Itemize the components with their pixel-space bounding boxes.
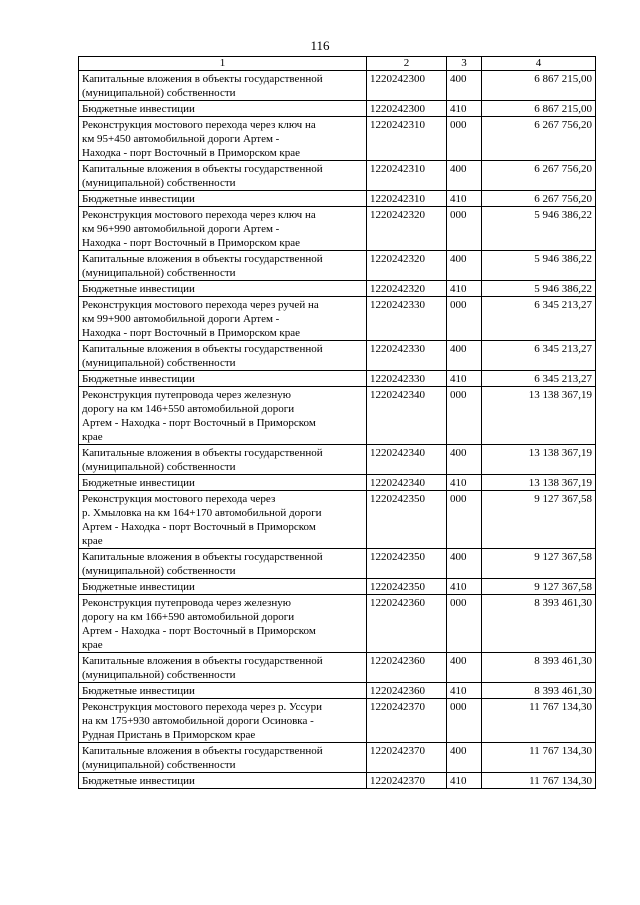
row-name-cell: Реконструкция мостового перехода через ручей на км 99+900 автомобильной дороги Артем - Находка - порт Восточный в Приморском крае	[79, 297, 367, 341]
table-row	[79, 71, 596, 101]
table-row	[79, 653, 596, 683]
row-name-cell: Капитальные вложения в объекты государственной (муниципальной) собственности	[79, 341, 367, 371]
row-expense-type-cell: 400	[447, 161, 482, 191]
row-name-cell: Бюджетные инвестиции	[79, 281, 367, 297]
row-code-cell: 1220242360	[367, 683, 447, 699]
row-name-cell: Реконструкция мостового перехода через р. Уссури на км 175+930 автомобильной дороги Осиновка - Рудная Пристань в Приморском крае	[79, 699, 367, 743]
row-amount-cell: 5 946 386,22	[482, 207, 596, 251]
row-name-cell: Бюджетные инвестиции	[79, 371, 367, 387]
row-code-cell: 1220242370	[367, 743, 447, 773]
row-expense-type-cell: 400	[447, 341, 482, 371]
page-number: 116	[310, 38, 330, 53]
row-name-cell: Реконструкция мостового перехода через ключ на км 96+990 автомобильной дороги Артем - Находка - порт Восточный в Приморском крае	[79, 207, 367, 251]
row-name-cell: Реконструкция путепровода через железную дорогу на км 166+590 автомобильной дороги Артем - Находка - порт Восточный в Приморском крае	[79, 595, 367, 653]
row-amount-cell: 8 393 461,30	[482, 683, 596, 699]
table-row	[79, 281, 596, 297]
row-amount-cell: 6 267 756,20	[482, 191, 596, 207]
table-row	[79, 101, 596, 117]
row-expense-type-cell: 410	[447, 475, 482, 491]
row-amount-cell: 6 345 213,27	[482, 341, 596, 371]
row-expense-type-cell: 410	[447, 371, 482, 387]
table-row	[79, 251, 596, 281]
table-row	[79, 207, 596, 251]
row-code-cell: 1220242340	[367, 475, 447, 491]
row-code-cell: 1220242340	[367, 387, 447, 445]
row-code-cell: 1220242310	[367, 117, 447, 161]
table-row	[79, 191, 596, 207]
table-row	[79, 387, 596, 445]
row-amount-cell: 9 127 367,58	[482, 491, 596, 549]
table-row	[79, 579, 596, 595]
row-expense-type-cell: 410	[447, 683, 482, 699]
table-header-row	[79, 57, 596, 71]
row-amount-cell: 5 946 386,22	[482, 251, 596, 281]
row-code-cell: 1220242360	[367, 595, 447, 653]
table-row	[79, 491, 596, 549]
row-amount-cell: 11 767 134,30	[482, 699, 596, 743]
row-expense-type-cell: 410	[447, 101, 482, 117]
row-code-cell: 1220242320	[367, 251, 447, 281]
row-code-cell: 1220242310	[367, 191, 447, 207]
table-row	[79, 445, 596, 475]
row-expense-type-cell: 410	[447, 191, 482, 207]
row-code-cell: 1220242370	[367, 699, 447, 743]
row-expense-type-cell: 000	[447, 117, 482, 161]
column-header-1: 1	[79, 57, 367, 71]
row-name-cell: Реконструкция мостового перехода через ключ на км 95+450 автомобильной дороги Артем - Находка - порт Восточный в Приморском крае	[79, 117, 367, 161]
table-row	[79, 371, 596, 387]
table-row	[79, 683, 596, 699]
row-amount-cell: 6 267 756,20	[482, 161, 596, 191]
row-name-cell: Реконструкция путепровода через железную дорогу на км 146+550 автомобильной дороги Артем - Находка - порт Восточный в Приморском крае	[79, 387, 367, 445]
row-code-cell: 1220242360	[367, 653, 447, 683]
row-expense-type-cell: 410	[447, 773, 482, 789]
row-name-cell: Капитальные вложения в объекты государственной (муниципальной) собственности	[79, 743, 367, 773]
row-expense-type-cell: 000	[447, 207, 482, 251]
row-name-cell: Капитальные вложения в объекты государственной (муниципальной) собственности	[79, 251, 367, 281]
row-code-cell: 1220242350	[367, 579, 447, 595]
row-amount-cell: 13 138 367,19	[482, 387, 596, 445]
column-header-3: 3	[447, 57, 482, 71]
row-expense-type-cell: 000	[447, 491, 482, 549]
row-amount-cell: 8 393 461,30	[482, 653, 596, 683]
row-amount-cell: 11 767 134,30	[482, 743, 596, 773]
row-name-cell: Бюджетные инвестиции	[79, 683, 367, 699]
row-code-cell: 1220242310	[367, 161, 447, 191]
budget-table	[78, 56, 596, 789]
row-code-cell: 1220242330	[367, 297, 447, 341]
row-code-cell: 1220242370	[367, 773, 447, 789]
row-expense-type-cell: 000	[447, 595, 482, 653]
row-expense-type-cell: 400	[447, 251, 482, 281]
row-code-cell: 1220242350	[367, 549, 447, 579]
row-expense-type-cell: 410	[447, 579, 482, 595]
row-expense-type-cell: 000	[447, 297, 482, 341]
table-row	[79, 743, 596, 773]
column-header-2: 2	[367, 57, 447, 71]
row-expense-type-cell: 400	[447, 445, 482, 475]
table-row	[79, 699, 596, 743]
row-name-cell: Бюджетные инвестиции	[79, 579, 367, 595]
row-name-cell: Капитальные вложения в объекты государственной (муниципальной) собственности	[79, 549, 367, 579]
table-row	[79, 595, 596, 653]
table-body	[79, 71, 596, 789]
row-name-cell: Капитальные вложения в объекты государственной (муниципальной) собственности	[79, 445, 367, 475]
row-name-cell: Капитальные вложения в объекты государственной (муниципальной) собственности	[79, 161, 367, 191]
row-expense-type-cell: 000	[447, 387, 482, 445]
row-amount-cell: 13 138 367,19	[482, 475, 596, 491]
row-name-cell: Бюджетные инвестиции	[79, 475, 367, 491]
row-code-cell: 1220242330	[367, 371, 447, 387]
column-header-4: 4	[482, 57, 596, 71]
row-code-cell: 1220242320	[367, 207, 447, 251]
table-row	[79, 161, 596, 191]
row-amount-cell: 8 393 461,30	[482, 595, 596, 653]
row-expense-type-cell: 000	[447, 699, 482, 743]
row-code-cell: 1220242350	[367, 491, 447, 549]
row-code-cell: 1220242320	[367, 281, 447, 297]
row-amount-cell: 6 345 213,27	[482, 371, 596, 387]
row-expense-type-cell: 400	[447, 549, 482, 579]
row-name-cell: Бюджетные инвестиции	[79, 101, 367, 117]
row-amount-cell: 11 767 134,30	[482, 773, 596, 789]
row-name-cell: Бюджетные инвестиции	[79, 773, 367, 789]
row-code-cell: 1220242300	[367, 101, 447, 117]
row-amount-cell: 13 138 367,19	[482, 445, 596, 475]
row-amount-cell: 9 127 367,58	[482, 549, 596, 579]
table-row	[79, 341, 596, 371]
row-code-cell: 1220242300	[367, 71, 447, 101]
row-amount-cell: 6 867 215,00	[482, 71, 596, 101]
row-name-cell: Капитальные вложения в объекты государственной (муниципальной) собственности	[79, 653, 367, 683]
row-amount-cell: 6 867 215,00	[482, 101, 596, 117]
table-row	[79, 117, 596, 161]
table-row	[79, 297, 596, 341]
row-name-cell: Бюджетные инвестиции	[79, 191, 367, 207]
row-amount-cell: 5 946 386,22	[482, 281, 596, 297]
row-amount-cell: 6 345 213,27	[482, 297, 596, 341]
table-row	[79, 773, 596, 789]
row-expense-type-cell: 400	[447, 71, 482, 101]
row-amount-cell: 6 267 756,20	[482, 117, 596, 161]
row-expense-type-cell: 400	[447, 743, 482, 773]
table-row	[79, 475, 596, 491]
row-code-cell: 1220242330	[367, 341, 447, 371]
row-expense-type-cell: 400	[447, 653, 482, 683]
row-name-cell: Реконструкция мостового перехода через р. Хмыловка на км 164+170 автомобильной дороги Артем - Находка - порт Восточный в Приморском крае	[79, 491, 367, 549]
row-amount-cell: 9 127 367,58	[482, 579, 596, 595]
table-row	[79, 549, 596, 579]
row-code-cell: 1220242340	[367, 445, 447, 475]
row-name-cell: Капитальные вложения в объекты государственной (муниципальной) собственности	[79, 71, 367, 101]
row-expense-type-cell: 410	[447, 281, 482, 297]
